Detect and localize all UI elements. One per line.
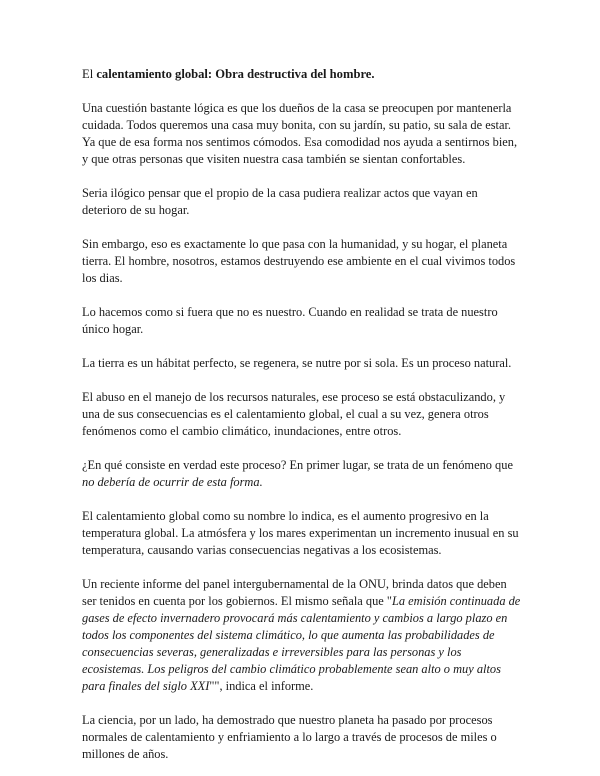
paragraph-7 — [82, 457, 522, 491]
title-lead: El — [82, 67, 97, 81]
title-bold: calentamiento global: Obra destructiva del hombre. — [96, 67, 375, 81]
document-page — [82, 66, 522, 763]
paragraph-5: La tierra es un hábitat perfecto, se regenera, se nutre por si sola. Es un proceso natural. — [82, 356, 512, 370]
paragraph-10: La ciencia, por un lado, ha demostrado que nuestro planeta ha pasado por procesos normales de calentamiento y enfriamiento a lo largo a través de procesos de miles o millones de años. — [82, 713, 497, 761]
paragraph-8: El calentamiento global como su nombre lo indica, es el aumento progresivo en la temperatura global. La atmósfera y los mares experimentan un incremento inusual en su temperatura, causando varias consecuencias negativas a los ecosistemas. — [82, 509, 519, 557]
paragraph-6: El abuso en el manejo de los recursos naturales, ese proceso se está obstaculizando, y una de sus consecuencias es el calentamiento global, el cual a su vez, genera otros fenómenos como el cambio climático, inundaciones, entre otros. — [82, 390, 506, 438]
paragraph-9-before: Un reciente informe del panel intergubernamental de la ONU, brinda datos que deben ser tenidos en cuenta por los gobiernos. El mismo señala que " — [82, 577, 507, 608]
paragraph-2: Seria ilógico pensar que el propio de la casa pudiera realizar actos que vayan en deterioro de su hogar. — [82, 186, 478, 217]
paragraph-3: Sin embargo, eso es exactamente lo que pasa con la humanidad, y su hogar, el planeta tierra. El hombre, nosotros, estamos destruyendo ese ambiente en el cual vivimos todos los dias. — [82, 237, 516, 285]
paragraph-1: Una cuestión bastante lógica es que los dueños de la casa se preocupen por mantenerla cuidada. Todos queremos una casa muy bonita, con su jardín, su patio, su sala de estar. Ya que de esa forma nos sentimos cómodos. Esa comodidad nos ayuda a sentirnos bien, y que otras personas que visiten nuestra casa también se sientan confortables. — [82, 101, 518, 166]
paragraph-7-text: ¿En qué consiste en verdad este proceso? En primer lugar, se trata de un fenómeno que — [82, 458, 513, 472]
paragraph-9-after: "", indica el informe. — [209, 679, 314, 693]
paragraph-9 — [82, 576, 522, 695]
paragraph-4: Lo hacemos como si fuera que no es nuestro. Cuando en realidad se trata de nuestro único hogar. — [82, 305, 498, 336]
document-title — [82, 66, 522, 83]
paragraph-7-italic: no debería de ocurrir de esta forma. — [82, 475, 263, 489]
paragraph-9-quote: La emisión continuada de gases de efecto invernadero provocará más calentamiento y cambios a largo plazo en todos los componentes del sistema climático, lo que aumenta las probabilidades de consecuencias severas, generalizadas e irreversibles para las personas y los ecosistemas. Los peligros del cambio climático probablemente sean alto o muy altos para finales del siglo XXI — [82, 594, 521, 693]
